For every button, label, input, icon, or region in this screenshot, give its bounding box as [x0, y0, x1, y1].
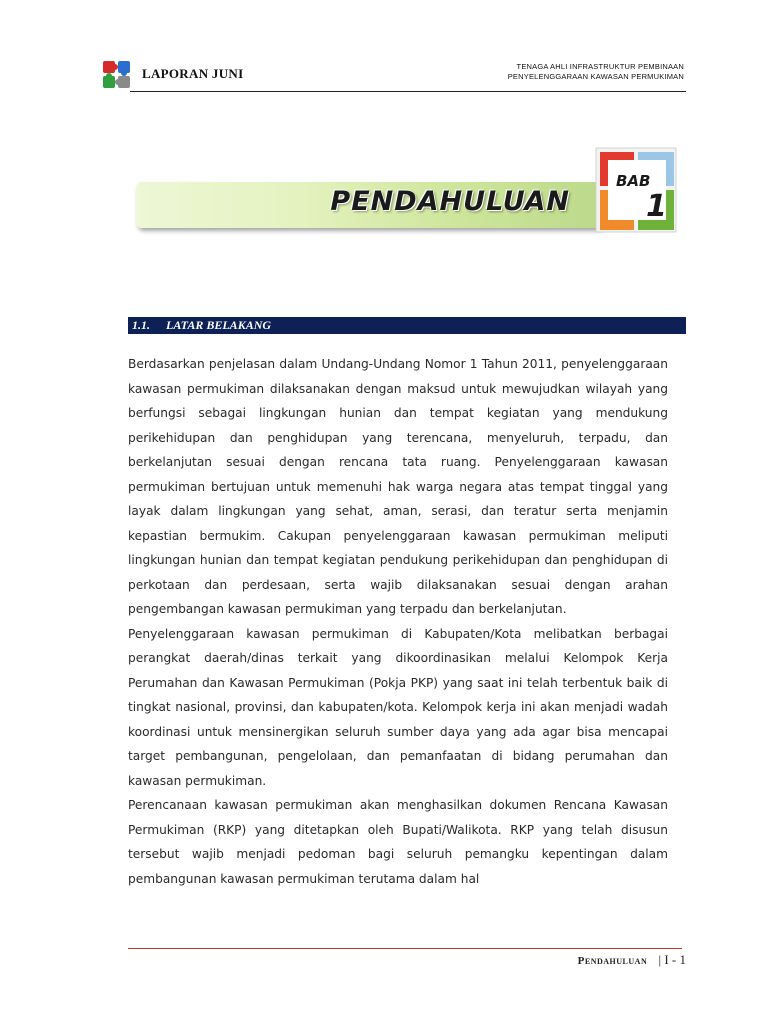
section-heading — [128, 317, 686, 334]
organization-line-2: PENYELENGGARAAN KAWASAN PERMUKIMAN — [507, 72, 684, 81]
chapter-title: PENDAHULUAN — [330, 186, 570, 217]
footer-chapter-label: Pendahuluan — [577, 955, 648, 967]
page-header — [100, 56, 686, 92]
puzzle-logo-icon — [100, 58, 134, 92]
section-title: LATAR BELAKANG — [166, 318, 272, 332]
chapter-banner — [136, 182, 604, 228]
header-divider — [130, 91, 686, 92]
page-number: | I - 1 — [658, 952, 686, 967]
footer-divider — [128, 948, 682, 949]
organization-line-1: TENAGA AHLI INFRASTRUKTUR PEMBINAAN — [516, 62, 684, 71]
body-content — [128, 352, 668, 891]
organization-name — [508, 62, 684, 82]
paragraph: Perencanaan kawasan permukiman akan menghasilkan dokumen Rencana Kawasan Permukiman (RKP) yang ditetapkan oleh Bupati/Walikota. RKP yang telah disusun tersebut wajib menjadi pedoman bagi seluruh pemangku kepentingan dalam pembangunan kawasan permukiman terutama dalam hal — [128, 798, 668, 886]
page-footer — [578, 952, 686, 972]
bab-number: 1 — [646, 189, 667, 224]
section-number: 1.1. — [132, 318, 150, 332]
bab-label: BAB — [616, 172, 651, 190]
paragraph: Berdasarkan penjelasan dalam Undang-Undang Nomor 1 Tahun 2011, penyelenggaraan kawasan permukiman dilaksanakan dengan maksud untuk mewujudkan wilayah yang berfungsi sebagai lingkungan hunian dan tempat kegiatan yang mendukung perikehidupan dan penghidupan yang terencana, menyeluruh, terpadu, dan berkelanjutan sesuai dengan rencana tata ruang. Penyelenggaraan kawasan permukiman bertujuan untuk memenuhi hak warga negara atas tempat tinggal yang layak dalam lingkungan yang sehat, aman, serasi, dan teratur serta menjamin kepastian bermukim. Cakupan penyelenggaraan kawasan permukiman meliputi lingkungan hunian dan tempat kegiatan pendukung perikehidupan dan penghidupan di perkotaan dan perdesaan, serta wajib dilaksanakan sesuai dengan arahan pengembangan kawasan permukiman yang terpadu dan berkelanjutan. — [128, 357, 668, 616]
paragraph: Penyelenggaraan kawasan permukiman di Kabupaten/Kota melibatkan berbagai perangkat daerah/dinas terkait yang dikoordinasikan melalui Kelompok Kerja Perumahan dan Kawasan Permukiman (Pokja PKP) yang saat ini telah terbentuk baik di tingkat nasional, provinsi, dan kabupaten/kota. Kelompok kerja ini akan menjadi wadah koordinasi untuk mensinergikan seluruh sumber daya yang ada agar bisa mencapai target pembangunan, pengelolaan, dan pemanfaatan di bidang perumahan dan kawasan permukiman. — [128, 626, 668, 788]
report-title: LAPORAN JUNI — [142, 66, 244, 81]
chapter-number-badge — [594, 146, 680, 234]
